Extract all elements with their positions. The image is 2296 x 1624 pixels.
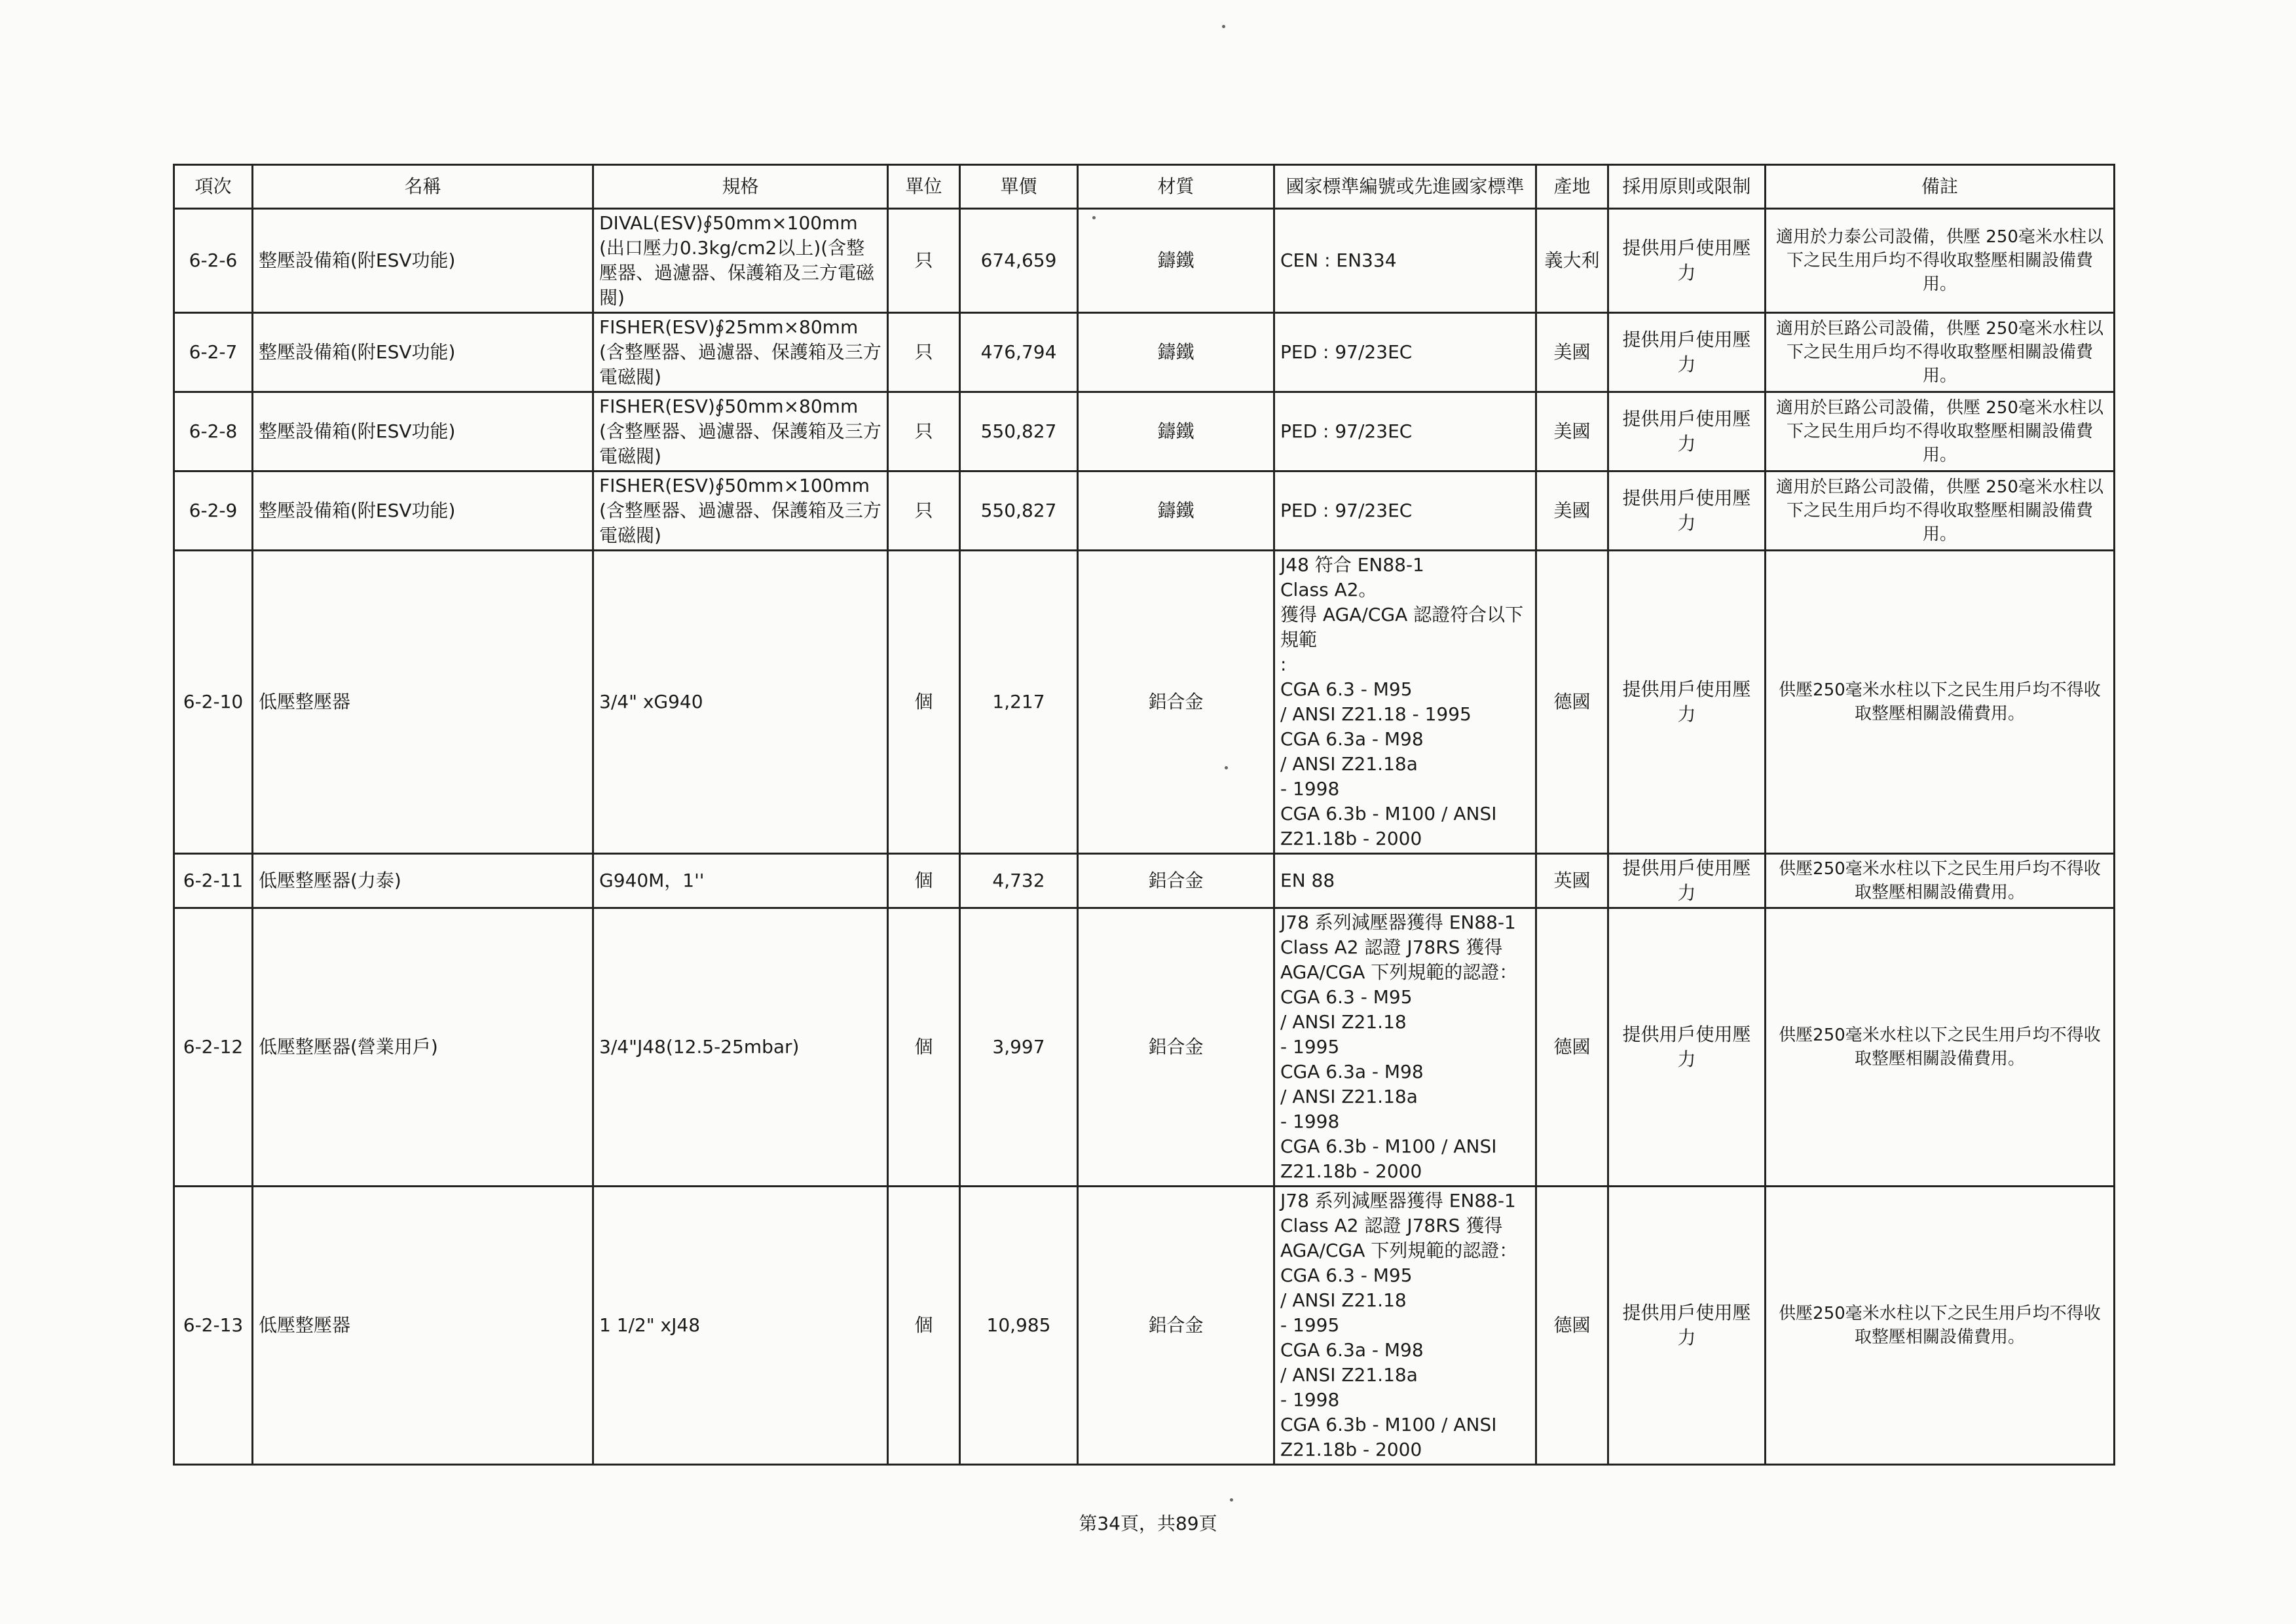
cell-material: 鑄鐵 [1078, 313, 1274, 392]
cell-unit: 只 [888, 392, 960, 471]
cell-name: 整壓設備箱(附ESV功能) [253, 209, 593, 313]
cell-material: 鋁合金 [1078, 1187, 1274, 1465]
cell-price: 674,659 [960, 209, 1078, 313]
cell-material: 鑄鐵 [1078, 209, 1274, 313]
cell-spec: 3/4" xG940 [593, 551, 888, 854]
cell-principle: 提供用戶使用壓力 [1608, 1187, 1766, 1465]
cell-spec: G940M，1'' [593, 854, 888, 908]
cell-origin: 德國 [1536, 551, 1608, 854]
cell-principle: 提供用戶使用壓力 [1608, 313, 1766, 392]
cell-name: 低壓整壓器 [253, 551, 593, 854]
cell-principle: 提供用戶使用壓力 [1608, 551, 1766, 854]
table-row [174, 1187, 2115, 1465]
cell-price: 476,794 [960, 313, 1078, 392]
cell-material: 鋁合金 [1078, 551, 1274, 854]
cell-spec: FISHER(ESV)∮50mm×100mm(含整壓器、過濾器、保護箱及三方電磁閥) [593, 471, 888, 551]
cell-standard: PED : 97/23EC [1274, 392, 1536, 471]
cell-spec: 1 1/2" xJ48 [593, 1187, 888, 1465]
cell-origin: 德國 [1536, 908, 1608, 1187]
cell-spec: FISHER(ESV)∮25mm×80mm(含整壓器、過濾器、保護箱及三方電磁閥) [593, 313, 888, 392]
cell-price: 10,985 [960, 1187, 1078, 1465]
header-price: 單價 [960, 165, 1078, 209]
table-row [174, 854, 2115, 908]
price-spec-table [173, 164, 2115, 1466]
cell-spec: DIVAL(ESV)∮50mm×100mm(出口壓力0.3kg/cm2以上)(含整壓器、過濾器、保護箱及三方電磁閥) [593, 209, 888, 313]
cell-unit: 只 [888, 313, 960, 392]
scan-speck [1225, 766, 1228, 769]
cell-unit: 只 [888, 209, 960, 313]
header-name: 名稱 [253, 165, 593, 209]
cell-item: 6-2-7 [174, 313, 253, 392]
cell-unit: 只 [888, 471, 960, 551]
cell-note: 供壓250毫米水柱以下之民生用戶均不得收取整壓相關設備費用。 [1766, 551, 2115, 854]
table-row [174, 908, 2115, 1187]
cell-standard: PED : 97/23EC [1274, 471, 1536, 551]
cell-standard: J78 系列減壓器獲得 EN88-1 Class A2 認證 J78RS 獲得 AGA/CGA 下列規範的認證： CGA 6.3 - M95 / ANSI Z21.18 - 1995 CGA 6.3a - M98 / ANSI Z21.18a - 1998 CGA 6.3b - M100 / ANSI Z21.18b - 2000 [1274, 1187, 1536, 1465]
cell-principle: 提供用戶使用壓力 [1608, 209, 1766, 313]
cell-standard: PED : 97/23EC [1274, 313, 1536, 392]
table-row [174, 313, 2115, 392]
cell-unit: 個 [888, 854, 960, 908]
cell-principle: 提供用戶使用壓力 [1608, 392, 1766, 471]
cell-note: 適用於力泰公司設備，供壓 250毫米水柱以下之民生用戶均不得收取整壓相關設備費用。 [1766, 209, 2115, 313]
header-material: 材質 [1078, 165, 1274, 209]
cell-principle: 提供用戶使用壓力 [1608, 908, 1766, 1187]
cell-material: 鋁合金 [1078, 854, 1274, 908]
cell-spec: FISHER(ESV)∮50mm×80mm(含整壓器、過濾器、保護箱及三方電磁閥) [593, 392, 888, 471]
header-item: 項次 [174, 165, 253, 209]
cell-standard: J48 符合 EN88-1 Class A2。 獲得 AGA/CGA 認證符合以下規範 : CGA 6.3 - M95 / ANSI Z21.18 - 1995 CGA 6.3a - M98 / ANSI Z21.18a - 1998 CGA 6.3b - M100 / ANSI Z21.18b - 2000 [1274, 551, 1536, 854]
cell-note: 供壓250毫米水柱以下之民生用戶均不得收取整壓相關設備費用。 [1766, 854, 2115, 908]
scan-speck [1092, 216, 1096, 219]
cell-name: 整壓設備箱(附ESV功能) [253, 471, 593, 551]
cell-principle: 提供用戶使用壓力 [1608, 854, 1766, 908]
header-row [174, 165, 2115, 209]
cell-item: 6-2-13 [174, 1187, 253, 1465]
cell-note: 適用於巨路公司設備，供壓 250毫米水柱以下之民生用戶均不得收取整壓相關設備費用。 [1766, 392, 2115, 471]
cell-note: 供壓250毫米水柱以下之民生用戶均不得收取整壓相關設備費用。 [1766, 908, 2115, 1187]
cell-price: 3,997 [960, 908, 1078, 1187]
cell-origin: 德國 [1536, 1187, 1608, 1465]
cell-name: 低壓整壓器(力泰) [253, 854, 593, 908]
cell-name: 低壓整壓器(營業用戶) [253, 908, 593, 1187]
cell-item: 6-2-10 [174, 551, 253, 854]
cell-origin: 美國 [1536, 313, 1608, 392]
cell-origin: 義大利 [1536, 209, 1608, 313]
cell-price: 4,732 [960, 854, 1078, 908]
cell-unit: 個 [888, 908, 960, 1187]
cell-standard: J78 系列減壓器獲得 EN88-1 Class A2 認證 J78RS 獲得 AGA/CGA 下列規範的認證： CGA 6.3 - M95 / ANSI Z21.18 - 1995 CGA 6.3a - M98 / ANSI Z21.18a - 1998 CGA 6.3b - M100 / ANSI Z21.18b - 2000 [1274, 908, 1536, 1187]
cell-origin: 美國 [1536, 471, 1608, 551]
header-standard: 國家標準編號或先進國家標準 [1274, 165, 1536, 209]
cell-standard: CEN : EN334 [1274, 209, 1536, 313]
cell-principle: 提供用戶使用壓力 [1608, 471, 1766, 551]
cell-price: 1,217 [960, 551, 1078, 854]
cell-name: 低壓整壓器 [253, 1187, 593, 1465]
cell-origin: 英國 [1536, 854, 1608, 908]
header-origin: 產地 [1536, 165, 1608, 209]
header-note: 備註 [1766, 165, 2115, 209]
cell-note: 適用於巨路公司設備，供壓 250毫米水柱以下之民生用戶均不得收取整壓相關設備費用。 [1766, 471, 2115, 551]
cell-name: 整壓設備箱(附ESV功能) [253, 313, 593, 392]
cell-unit: 個 [888, 551, 960, 854]
cell-item: 6-2-11 [174, 854, 253, 908]
cell-spec: 3/4"J48(12.5-25mbar) [593, 908, 888, 1187]
cell-item: 6-2-9 [174, 471, 253, 551]
cell-item: 6-2-8 [174, 392, 253, 471]
cell-item: 6-2-12 [174, 908, 253, 1187]
table-row [174, 209, 2115, 313]
cell-item: 6-2-6 [174, 209, 253, 313]
cell-material: 鋁合金 [1078, 908, 1274, 1187]
table-row [174, 392, 2115, 471]
cell-name: 整壓設備箱(附ESV功能) [253, 392, 593, 471]
cell-unit: 個 [888, 1187, 960, 1465]
cell-price: 550,827 [960, 471, 1078, 551]
scan-speck [1222, 25, 1225, 28]
table-row [174, 551, 2115, 854]
header-principle: 採用原則或限制 [1608, 165, 1766, 209]
cell-note: 供壓250毫米水柱以下之民生用戶均不得收取整壓相關設備費用。 [1766, 1187, 2115, 1465]
scan-speck [1230, 1498, 1233, 1502]
page-number: 第34頁，共89頁 [1079, 1513, 1217, 1534]
header-spec: 規格 [593, 165, 888, 209]
cell-material: 鑄鐵 [1078, 471, 1274, 551]
cell-standard: EN 88 [1274, 854, 1536, 908]
cell-price: 550,827 [960, 392, 1078, 471]
cell-origin: 美國 [1536, 392, 1608, 471]
header-unit: 單位 [888, 165, 960, 209]
cell-note: 適用於巨路公司設備，供壓 250毫米水柱以下之民生用戶均不得收取整壓相關設備費用。 [1766, 313, 2115, 392]
cell-material: 鑄鐵 [1078, 392, 1274, 471]
table-row [174, 471, 2115, 551]
